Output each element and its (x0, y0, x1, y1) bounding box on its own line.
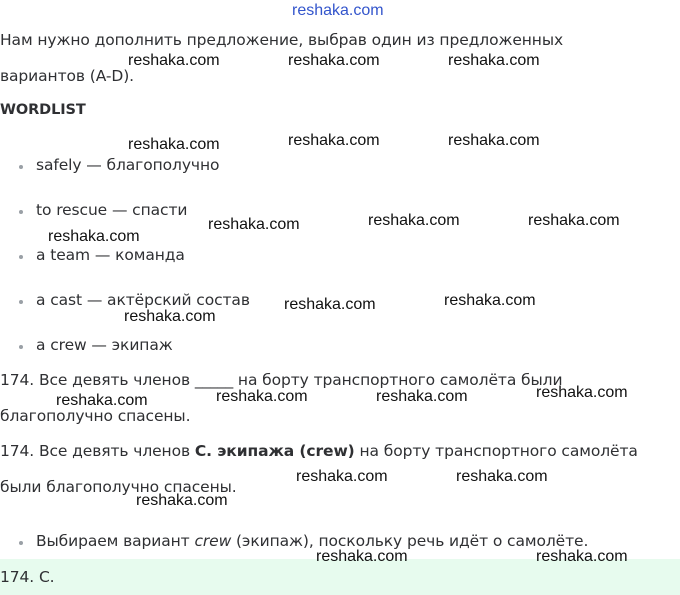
watermark: reshaka.com (48, 228, 140, 245)
wordlist-heading: WORDLIST (0, 102, 86, 118)
answer-text: 174. С. (0, 568, 55, 586)
explanation-word: crew (194, 532, 232, 550)
watermark: reshaka.com (536, 548, 628, 565)
explanation-text (36, 532, 588, 550)
solution-prefix: 174. Все девять членов (0, 442, 195, 460)
bullet-icon (19, 541, 23, 545)
bullet-icon (19, 255, 23, 259)
wordlist-item: to rescue — спасти (36, 201, 188, 219)
watermark: reshaka.com (316, 548, 408, 565)
solution-suffix: на борту транспортного самолёта (354, 442, 638, 460)
intro-text-line2: вариантов (A-D). (0, 67, 134, 85)
wordlist-item: a team — команда (36, 246, 185, 264)
watermark: reshaka.com (536, 384, 628, 401)
watermark: reshaka.com (288, 52, 380, 69)
watermark: reshaka.com (456, 468, 548, 485)
solution-line1 (0, 442, 638, 460)
watermark: reshaka.com (448, 52, 540, 69)
bullet-icon (19, 210, 23, 214)
watermark: reshaka.com (288, 132, 380, 149)
wordlist-item: safely — благополучно (36, 156, 220, 174)
question-line1: 174. Все девять членов _____ на борту транспортного самолёта были (0, 371, 563, 389)
watermark: reshaka.com (292, 2, 384, 19)
watermark: reshaka.com (376, 388, 468, 405)
watermark: reshaka.com (208, 216, 300, 233)
watermark: reshaka.com (128, 136, 220, 153)
solution-line2: были благополучно спасены. (0, 478, 237, 496)
bullet-icon (19, 345, 23, 349)
watermark: reshaka.com (56, 392, 148, 409)
bullet-icon (19, 165, 23, 169)
explanation-before: Выбираем вариант (36, 532, 195, 550)
intro-text-line1: Нам нужно дополнить предложение, выбрав один из предложенных (0, 31, 564, 49)
wordlist-item: a crew — экипаж (36, 336, 173, 354)
bullet-icon (19, 300, 23, 304)
solution-highlight: С. экипажа (crew) (194, 442, 355, 460)
watermark: reshaka.com (124, 308, 216, 325)
question-line2: благополучно спасены. (0, 407, 191, 425)
watermark: reshaka.com (216, 388, 308, 405)
wordlist-item: a cast — актёрский состав (36, 291, 250, 309)
watermark: reshaka.com (368, 212, 460, 229)
watermark: reshaka.com (444, 292, 536, 309)
watermark: reshaka.com (448, 132, 540, 149)
explanation-after: (экипаж), поскольку речь идёт о самолёте. (231, 532, 589, 550)
watermark: reshaka.com (284, 296, 376, 313)
watermark: reshaka.com (136, 492, 228, 509)
watermark: reshaka.com (528, 212, 620, 229)
watermark: reshaka.com (296, 468, 388, 485)
watermark: reshaka.com (128, 52, 220, 69)
